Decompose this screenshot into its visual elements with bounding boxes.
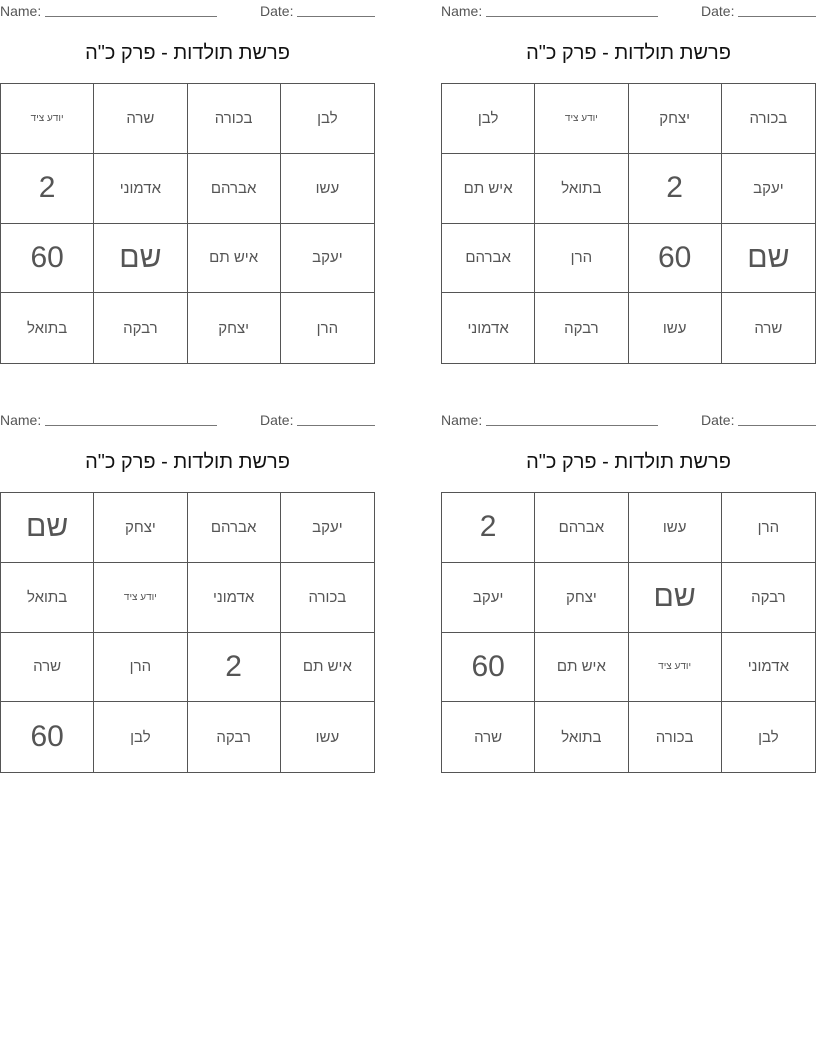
grid-cell: איש תם	[535, 633, 628, 703]
grid-cell: שם	[629, 563, 722, 633]
name-label: Name:	[441, 3, 483, 19]
date-label: Date:	[701, 412, 735, 428]
grid-cell: שם	[722, 224, 815, 294]
grid-cell: אדמוני	[188, 563, 281, 633]
grid-cell: בתואל	[535, 702, 628, 772]
grid-cell: עשו	[315, 728, 340, 746]
grid-cell: אברהם	[442, 224, 535, 294]
grid-cell: 2	[629, 154, 722, 224]
name-date-row	[0, 409, 375, 431]
bingo-grid	[0, 83, 375, 364]
grid-cell: יעקב	[722, 154, 815, 224]
date-blank-line	[297, 16, 375, 17]
bingo-card-1	[0, 0, 375, 365]
grid-cell: אדמוני	[94, 154, 187, 224]
grid-cell: 2	[188, 633, 281, 703]
grid-cell: בכורה	[188, 84, 281, 154]
grid-cell: יודע ציד	[94, 563, 187, 633]
grid-cell: יודע ציד	[629, 633, 722, 703]
date-label: Date:	[701, 3, 735, 19]
grid-cell: לבן	[281, 84, 374, 154]
grid-cell: אברהם	[535, 493, 628, 563]
date-label: Date:	[260, 412, 294, 428]
grid-cell: לבן	[442, 84, 535, 154]
bingo-grid	[0, 492, 375, 773]
grid-cell: רבקה	[188, 702, 281, 772]
name-label: Name:	[0, 3, 42, 19]
grid-cell: עשו	[629, 493, 722, 563]
grid-cell: שם	[1, 493, 94, 563]
grid-cell: שרה	[754, 319, 783, 337]
name-label: Name:	[0, 412, 42, 428]
grid-cell: עשו	[281, 154, 374, 224]
name-label: Name:	[441, 412, 483, 428]
grid-cell: איש תם	[281, 633, 374, 703]
grid-cell: 60	[629, 224, 722, 294]
date-blank-line	[738, 425, 816, 426]
grid-cell: הרן	[316, 319, 339, 337]
grid-cell: 60	[442, 633, 535, 703]
grid-cell: יצחק	[94, 493, 187, 563]
name-blank-line	[486, 16, 658, 17]
name-blank-line	[45, 425, 217, 426]
grid-cell: 2	[442, 493, 535, 563]
name-date-row	[441, 0, 816, 22]
name-blank-line	[486, 425, 658, 426]
grid-cell: רבקה	[94, 293, 187, 363]
grid-cell: יעקב	[281, 493, 374, 563]
grid-cell: הרן	[535, 224, 628, 294]
grid-cell: יודע ציד	[535, 84, 628, 154]
grid-cell: בכורה	[722, 84, 815, 154]
bingo-card-4	[441, 409, 816, 774]
grid-cell: אברהם	[188, 154, 281, 224]
grid-cell: בכורה	[281, 563, 374, 633]
grid-cell: הרן	[94, 633, 187, 703]
grid-cell: בתואל	[535, 154, 628, 224]
grid-cell: שם	[94, 224, 187, 294]
card-title: פרשת תולדות - פרק כ"ה	[85, 451, 290, 473]
grid-cell: שרה	[442, 702, 535, 772]
bingo-card-3	[0, 409, 375, 774]
name-blank-line	[45, 16, 217, 17]
grid-cell: יצחק	[629, 84, 722, 154]
grid-cell: רבקה	[535, 293, 628, 363]
grid-cell: בתואל	[1, 563, 94, 633]
grid-cell: אדמוני	[722, 633, 815, 703]
grid-cell: איש תם	[442, 154, 535, 224]
card-title: פרשת תולדות - פרק כ"ה	[85, 42, 290, 64]
grid-cell: אברהם	[188, 493, 281, 563]
grid-cell: 60	[1, 224, 94, 294]
grid-cell: אדמוני	[442, 293, 535, 363]
grid-cell: רבקה	[722, 563, 815, 633]
grid-cell: 2	[1, 154, 94, 224]
name-date-row	[0, 0, 375, 22]
grid-cell: יצחק	[535, 563, 628, 633]
name-date-row	[441, 409, 816, 431]
grid-cell: איש תם	[188, 224, 281, 294]
grid-cell: יודע ציד	[1, 84, 94, 154]
grid-cell: 60	[1, 702, 94, 772]
grid-cell: בתואל	[1, 293, 94, 363]
grid-cell: שרה	[94, 84, 187, 154]
grid-cell: הרן	[722, 493, 815, 563]
date-blank-line	[738, 16, 816, 17]
bingo-grid	[441, 492, 816, 773]
grid-cell: יצחק	[188, 293, 281, 363]
date-label: Date:	[260, 3, 294, 19]
card-title: פרשת תולדות - פרק כ"ה	[526, 451, 731, 473]
grid-cell: לבן	[94, 702, 187, 772]
bingo-grid	[441, 83, 816, 364]
grid-cell: יעקב	[281, 224, 374, 294]
grid-cell: יעקב	[442, 563, 535, 633]
grid-cell: בכורה	[629, 702, 722, 772]
date-blank-line	[297, 425, 375, 426]
grid-cell: שרה	[1, 633, 94, 703]
card-title: פרשת תולדות - פרק כ"ה	[526, 42, 731, 64]
grid-cell: עשו	[629, 293, 722, 363]
grid-cell: לבן	[758, 728, 779, 746]
bingo-card-2	[441, 0, 816, 365]
